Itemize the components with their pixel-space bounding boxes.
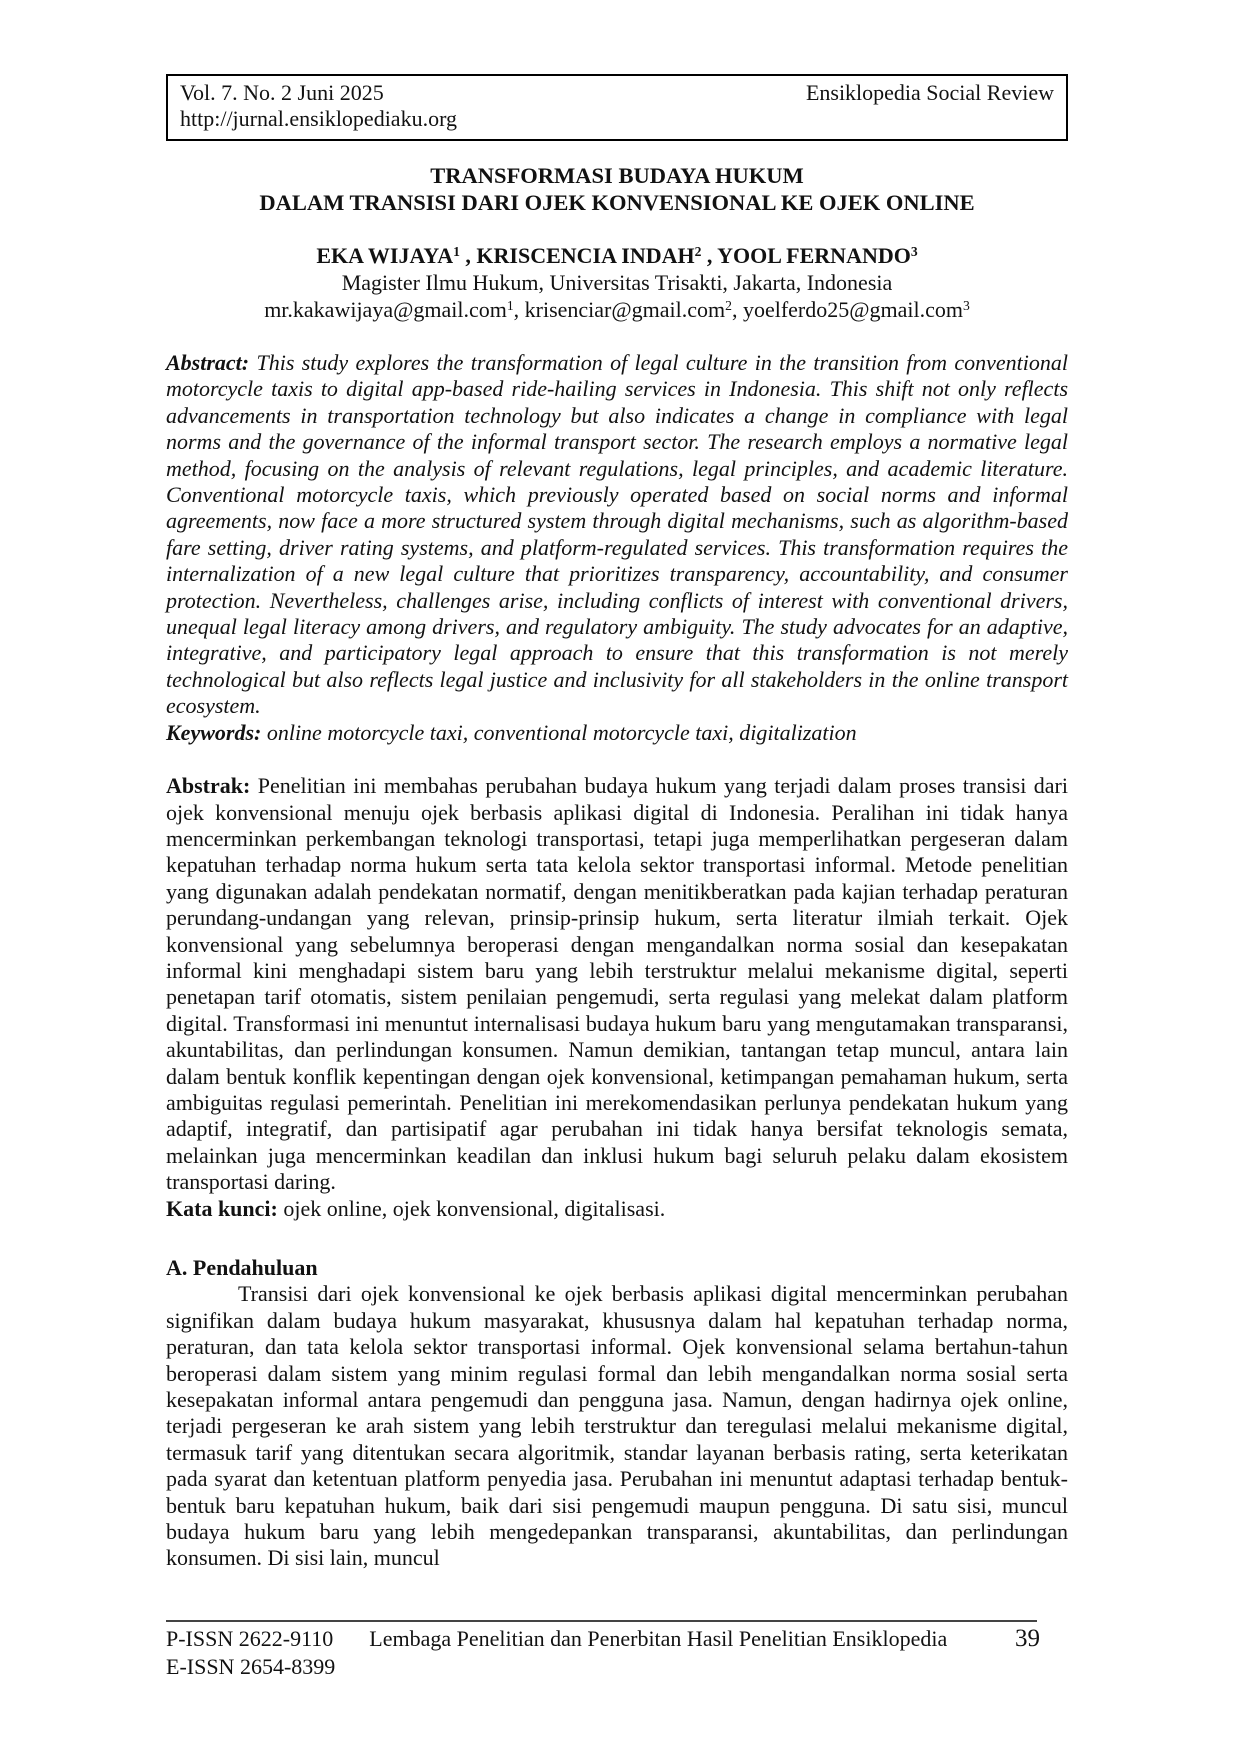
page-footer: [166, 1620, 1068, 1681]
email-1: mr.kakawijaya@gmail.com: [264, 297, 507, 322]
footer-row: [166, 1625, 1068, 1653]
e-issn: E-ISSN 2654-8399: [166, 1654, 336, 1679]
journal-url: http://jurnal.ensiklopediaku.org: [180, 106, 457, 131]
author-2: KRISCENCIA INDAH: [476, 243, 695, 268]
article-title-line1: TRANSFORMASI BUDAYA HUKUM: [430, 163, 804, 188]
publisher-name: Lembaga Penelitian dan Penerbitan Hasil Penelitian Ensiklopedia: [369, 1626, 948, 1651]
email-separator: ,: [731, 297, 743, 322]
journal-header-box: [166, 74, 1068, 141]
email-separator: ,: [513, 297, 525, 322]
abstract-english: [166, 350, 1068, 746]
abstract-indonesian-text: Penelitian ini membahas perubahan budaya hukum yang terjadi dalam proses transisi dari ojek konvensional menuju ojek berbasis aplikasi digital di Indonesia. Peralihan ini tidak hanya mencerminkan perkembangan teknologi transportasi, tetapi juga memperlihatkan pergeseran dalam kepatuhan terhadap norma hukum serta tata kelola sektor transportasi informal. Metode penelitian yang digunakan adalah pendekatan normatif, dengan menitikberatkan pada kajian terhadap peraturan perundang-undangan yang relevan, prinsip-prinsip hukum, serta literatur ilmiah terkait. Ojek konvensional yang sebelumnya beroperasi dengan mengandalkan norma sosial dan kesepakatan informal kini menghadapi sistem baru yang lebih terstruktur melalui mekanisme digital, seperti penetapan tarif otomatis, sistem penilaian pengemudi, serta regulasi yang melekat dalam platform digital. Transformasi ini menuntut internalisasi budaya hukum baru yang mengutamakan transparansi, akuntabilitas, dan perlindungan konsumen. Namun demikian, tantangan tetap muncul, antara lain dalam bentuk konflik kepentingan dengan ojek konvensional, ketimpangan pemahaman hukum, serta ambiguitas regulasi pemerintah. Penelitian ini merekomendasikan perlunya pendekatan hukum yang adaptif, integratif, dan partisipatif agar perubahan ini tidak hanya bersifat teknologis semata, melainkan juga mencerminkan keadilan dan inklusi hukum bagi seluruh pelaku dalam ekosistem transportasi daring.: [166, 773, 1068, 1195]
author-separator: ,: [701, 243, 718, 268]
p-issn: P-ISSN 2622-9110: [166, 1626, 334, 1651]
email-3-sup: 3: [962, 297, 970, 313]
email-1-sup: 1: [506, 297, 514, 313]
keywords-indonesian-label: Kata kunci:: [166, 1195, 278, 1221]
introduction-paragraph: Transisi dari ojek konvensional ke ojek berbasis aplikasi digital mencerminkan perubahan signifikan dalam budaya hukum masyarakat, khususnya dalam hal kepatuhan terhadap norma, peraturan, dan tata kelola sektor transportasi informal. Ojek konvensional selama bertahun-tahun beroperasi dalam sistem yang minim regulasi formal dan lebih mengandalkan norma sosial serta kesepakatan informal antara pengemudi dan pengguna jasa. Namun, dengan hadirnya ojek online, terjadi pergeseran ke arah sistem yang lebih terstruktur dan teregulasi melalui mekanisme digital, termasuk tarif yang ditentukan secara algoritmik, standar layanan berbasis rating, serta keterikatan pada syarat dan ketentuan platform penyedia jasa. Perubahan ini menuntut adaptasi terhadap bentuk-bentuk baru kepatuhan hukum, baik dari sisi pengemudi maupun pengguna. Di satu sisi, muncul budaya hukum baru yang lebih mengedepankan transparansi, akuntabilitas, dan perlindungan konsumen. Di sisi lain, muncul: [166, 1281, 1068, 1571]
author-block: [166, 242, 1068, 323]
article-title-line2: DALAM TRANSISI DARI OJEK KONVENSIONAL KE OJEK ONLINE: [259, 190, 975, 215]
keywords-english-text: online motorcycle taxi, conventional motorcycle taxi, digitalization: [266, 719, 857, 745]
article-title: [166, 162, 1068, 216]
section-heading-pendahuluan: A. Pendahuluan: [166, 1255, 318, 1280]
authors-line: [166, 242, 1068, 269]
abstract-english-label: Abstract:: [166, 350, 250, 375]
author-3: YOOL FERNANDO: [717, 243, 911, 268]
abstract-indonesian-label: Abstrak:: [166, 773, 251, 799]
email-3: yoelferdo25@gmail.com: [742, 297, 963, 322]
header-left-block: [180, 80, 457, 132]
affiliation: Magister Ilmu Hukum, Universitas Trisakti, Jakarta, Indonesia: [341, 270, 893, 295]
journal-name: Ensiklopedia Social Review: [805, 80, 1054, 105]
abstract-indonesian: [166, 773, 1068, 1222]
abstract-english-text: This study explores the transformation of legal culture in the transition from conventional motorcycle taxis to digital app-based ride-hailing services in Indonesia. This shift not only reflects advancements in transportation technology but also indicates a change in compliance with legal norms and the governance of the informal transport sector. The research employs a normative legal method, focusing on the analysis of relevant regulations, legal principles, and academic literature. Conventional motorcycle taxis, which previously operated based on social norms and informal agreements, now face a more structured system through digital mechanisms, such as algorithm-based fare setting, driver rating systems, and platform-regulated services. This transformation requires the internalization of a new legal culture that prioritizes transparency, accountability, and consumer protection. Nevertheless, challenges arise, including conflicts of interest with conventional drivers, unequal legal literacy among drivers, and regulatory ambiguity. The study advocates for an adaptive, integrative, and participatory legal approach to ensure that this transformation is not merely technological but also reflects legal justice and inclusivity for all stakeholders in the online transport ecosystem.: [166, 350, 1069, 719]
keywords-english: [166, 720, 1068, 746]
author-3-sup: 3: [910, 243, 918, 259]
author-1-sup: 1: [453, 243, 460, 259]
keywords-indonesian: [166, 1196, 1068, 1222]
email-2: krisenciar@gmail.com: [524, 297, 726, 322]
author-1: EKA WIJAYA: [316, 243, 454, 268]
footer-row-2: [166, 1653, 1068, 1681]
volume-issue-date: Vol. 7. No. 2 Juni 2025: [180, 80, 384, 105]
author-separator: ,: [459, 243, 477, 268]
keywords-english-label: Keywords:: [166, 719, 262, 745]
email-2-sup: 2: [725, 297, 732, 313]
footer-divider: [166, 1620, 1037, 1622]
emails-line: [166, 296, 1068, 323]
page-number: 39: [1015, 1625, 1040, 1652]
author-2-sup: 2: [694, 243, 702, 259]
keywords-indonesian-text: ojek online, ojek konvensional, digitalisasi.: [283, 1195, 666, 1221]
